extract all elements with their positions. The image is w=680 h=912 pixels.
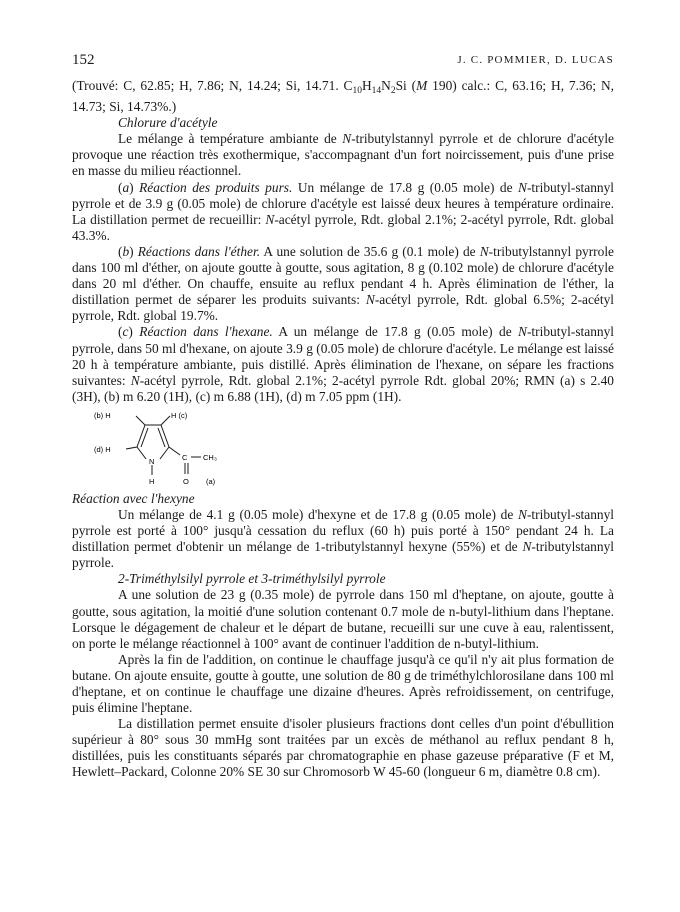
paragraph-reaction-b: (b) Réactions dans l'éther. A une solution de 35.6 g (0.1 mole) de N-tributylstannyl pyrrole dans 100 ml d'éther, on ajoute goutte à goutte, sous agitation, 8 g (0.102 mole) de chlorure d'acétyle dans 20 ml d'éther. On chauffe, ensuite au reflux pendant 4 h. Après élimination de l'éther, la distillation permet de séparer les produits suivants: N-acétyl pyrrole, Rdt. global 6.5%; 2-acétyl pyrrole, Rdt. global 19.7%. xyxy=(72,243,614,324)
paragraph-reaction-a: (a) Réaction des produits purs. Un mélange de 17.8 g (0.05 mole) de N-tributyl-stannyl pyrrole et de 3.9 g (0.05 mole) de chlorure d'acétyle est laissé deux heures à température ordinaire. La distillation permet de recueillir: N-acétyl pyrrole, Rdt. global 2.1%; 2-acétyl pyrrole, Rdt. global 43.3%. xyxy=(72,179,614,243)
running-head-authors: J. C. POMMIER, D. LUCAS xyxy=(457,54,614,66)
body-text xyxy=(72,78,614,781)
paragraph-silyl-2: Après la fin de l'addition, on continue le chauffage jusqu'à ce qu'il n'y ait plus formation de butane. On ajoute ensuite, goutte à goutte, une solution de 80 g de triméthylchlorosilane dans 100 ml d'heptane, et on continue le chauffage une dizaine d'heures. Après refroidissement, on centrifuge, puis élimine l'heptane. xyxy=(72,651,614,716)
label-n: N xyxy=(149,456,155,466)
structure-bonds xyxy=(126,416,201,475)
acetylpyrrole-structure xyxy=(72,407,614,491)
page-header xyxy=(72,52,614,72)
paragraph-trouve: (Trouvé: C, 62.85; H, 7.86; N, 14.24; Si, 14.71. $C_{10}H_{14}N_2Si$ (M 190) calc.: C, 63.16; H, 7.36; N, 14.73; Si, 14.73%.) xyxy=(72,78,614,115)
label-h-n: H xyxy=(149,476,155,486)
heading-chlorure: Chlorure d'acétyle xyxy=(118,115,218,131)
paragraph-reaction-c: (c) Réaction dans l'hexane. A un mélange de 17.8 g (0.05 mole) de N-tributyl-stannyl pyrrole, dans 50 ml d'hexane, on ajoute 3.9 g (0.05 mole) de chlorure d'acétyle. Le mélange est laissé 20 h à température ambiante, puis distillé. Après élimination de l'hexane, on sépare les fractions suivantes: N-acétyl pyrrole, Rdt. global 2.1%; 2-acétyl pyrrole Rdt. global 20%; RMN (a) s 2.40 (3H), (b) m 6.20 (1H), (c) m 6.88 (1H), (d) m 7.05 ppm (1H). xyxy=(72,324,614,404)
structure-drawing xyxy=(88,407,248,491)
label-ch3: CH₃ xyxy=(203,452,217,462)
label-d-h: (d) H xyxy=(94,444,111,454)
heading-hexyne: Réaction avec l'hexyne xyxy=(72,490,195,506)
paragraph-silyl-1: A une solution de 23 g (0.35 mole) de pyrrole dans 150 ml d'heptane, on ajoute, goutte à goutte, sous agitation, la moitié d'une solution contenant 0.7 mole de n-butyl-lithium dans l'heptane. Lorsque le dégagement de chaleur et le départ de butane, recueilli sur une cuve à eau, ralentissent, on porte le mélange réactionnel à 100° avant de continuer l'addition de n-butyl-lithium. xyxy=(72,587,614,651)
page-number: 152 xyxy=(72,52,95,68)
label-a: (a) xyxy=(206,476,216,486)
heading-silyl: 2-Triméthylsilyl pyrrole et 3-triméthylsilyl pyrrole xyxy=(118,571,386,587)
label-b-h: (b) H xyxy=(94,410,111,420)
paragraph-chlorure: Le mélange à température ambiante de N-tributylstannyl pyrrole et de chlorure d'acétyle provoque une réaction très exothermique, s'accompagnant d'un fort noircissement, puis d'une prise en masse du milieu réactionnel. xyxy=(72,131,614,179)
label-c-h: H (c) xyxy=(171,410,188,420)
label-c: C xyxy=(182,452,188,462)
label-o: O xyxy=(183,476,189,486)
paragraph-silyl-3: La distillation permet ensuite d'isoler plusieurs fractions dont celles d'un point d'ébullition supérieur à 80° sous 30 mmHg sont traitées par un excès de méthanol au reflux pendant 8 h, distillées, puis les constituants séparés par chromatographie en phase gazeuse préparative (F et M, Hewlett–Packard, Colonne 20% SE 30 sur Chromosorb W 45-60 (longueur 6 m, diamètre 0.8 cm). xyxy=(72,716,614,780)
paragraph-hexyne: Un mélange de 4.1 g (0.05 mole) d'hexyne et de 17.8 g (0.05 mole) de N-tributyl-stannyl pyrrole est porté à 100° jusqu'à cessation du reflux (60 h) puis porté à 150° pendant 24 h. La distillation permet d'obtenir un mélange de 1-tributylstannyl hexyne (55%) et de N-tributylstannyl pyrrole. xyxy=(72,506,614,571)
